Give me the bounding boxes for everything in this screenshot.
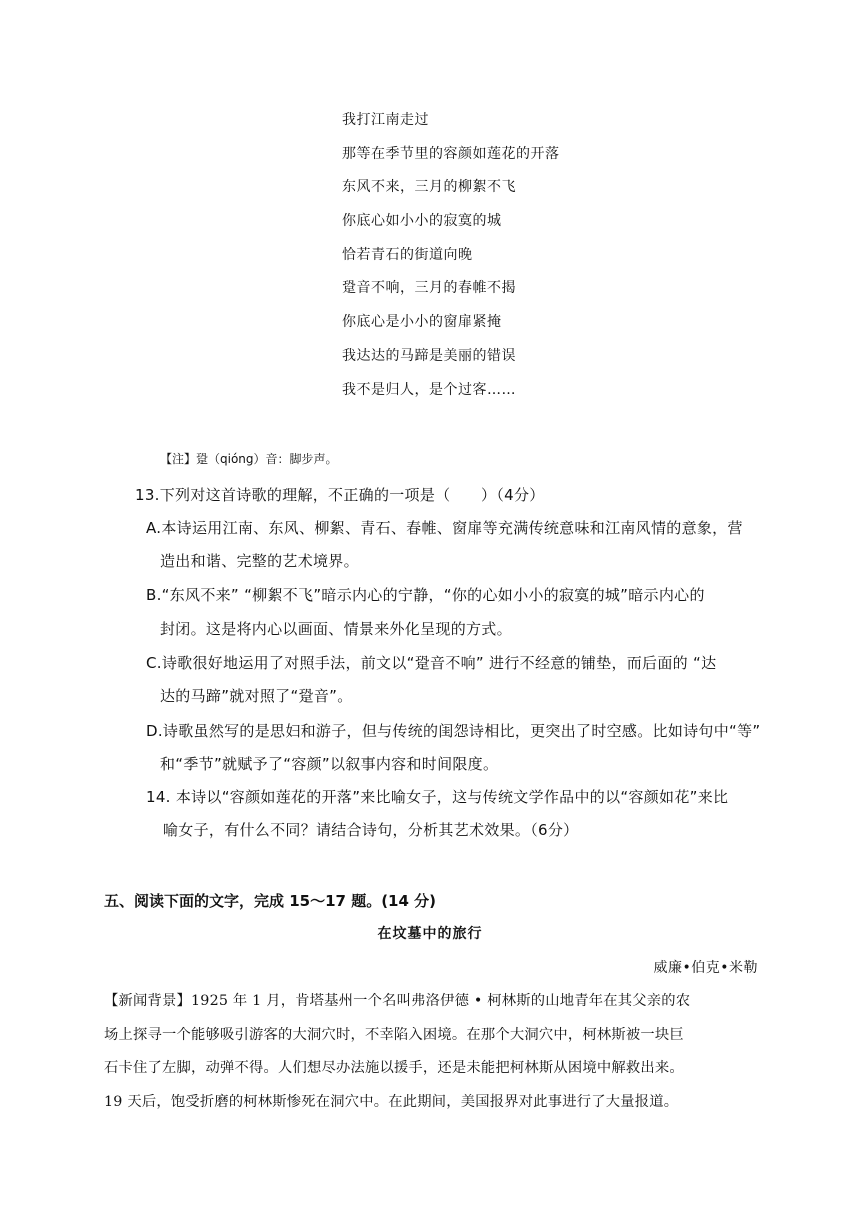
poem-line: 恰若青石的街道向晚 [342, 246, 473, 263]
poem [342, 108, 560, 411]
section-heading: 五、阅读下面的文字，完成 15～17 题。(14 分) [104, 892, 437, 910]
poem-line: 我不是归人，是个过客…… [342, 381, 516, 398]
poem-line: 你底心是小小的窗扉紧掩 [342, 314, 502, 331]
question-13-option-c: C.诗歌很好地运用了对照手法，前文以“跫音不响” 进行不经意的铺垫，而后面的 “达 [146, 654, 717, 672]
question-13-option-b-cont: 封闭。这是将内心以画面、情景来外化呈现的方式。 [160, 620, 512, 638]
article-title: 在坟墓中的旅行 [377, 926, 483, 942]
question-13-option-d-cont: 和“季节”就赋予了“容颜”以叙事内容和时间限度。 [160, 755, 499, 773]
poem-line: 我达达的马蹄是美丽的错误 [342, 347, 516, 364]
poem-note: 【注】跫（qióng）音：脚步声。 [160, 452, 338, 466]
question-13-option-a-cont: 造出和谐、完整的艺术境界。 [160, 552, 359, 570]
article-author: 威廉•伯克•米勒 [653, 960, 758, 976]
passage-line: 【新闻背景】1925 年 1 月，肯塔基州一个名叫弗洛伊德 • 柯林斯的山地青年在其父亲的农 [104, 993, 691, 1009]
question-13-option-c-cont: 达的马蹄”就对照了“跫音”。 [160, 687, 353, 705]
passage-line: 石卡住了左脚，动弹不得。人们想尽办法施以援手，还是未能把柯林斯从困境中解救出来。 [104, 1060, 684, 1076]
poem-line: 我打江南走过 [342, 112, 429, 128]
poem-line: 东风不来，三月的柳絮不飞 [342, 179, 516, 196]
question-14: 14. 本诗以“容颜如莲花的开落”来比喻女子，这与传统文学作品中的以“容颜如花”来比 [146, 788, 729, 806]
passage-line: 19 天后，饱受折磨的柯林斯惨死在洞穴中。在此期间，美国报界对此事进行了大量报道。 [104, 1094, 679, 1110]
passage-line: 场上探寻一个能够吸引游客的大洞穴时，不幸陷入困境。在那个大洞穴中，柯林斯被一块巨 [104, 1027, 684, 1043]
poem-line: 跫音不响，三月的春帷不揭 [342, 280, 516, 297]
question-13-option-a: A.本诗运用江南、东风、柳絮、青石、春帷、窗扉等充满传统意味和江南风情的意象，营 [146, 519, 743, 537]
question-14-cont: 喻女子，有什么不同？请结合诗句，分析其艺术效果。（6分） [163, 821, 579, 839]
question-13-option-d: D.诗歌虽然写的是思妇和游子，但与传统的闺怨诗相比，更突出了时空感。比如诗句中“等” [146, 722, 761, 740]
question-13-stem: 13.下列对这首诗歌的理解，不正确的一项是（ ）（4分） [135, 486, 545, 504]
poem-line: 那等在季节里的容颜如莲花的开落 [342, 145, 560, 162]
poem-line: 你底心如小小的寂寞的城 [342, 213, 502, 230]
question-13-option-b: B.“东风不来” “柳絮不飞”暗示内心的宁静，“你的心如小小的寂寞的城”暗示内心的 [146, 586, 705, 604]
